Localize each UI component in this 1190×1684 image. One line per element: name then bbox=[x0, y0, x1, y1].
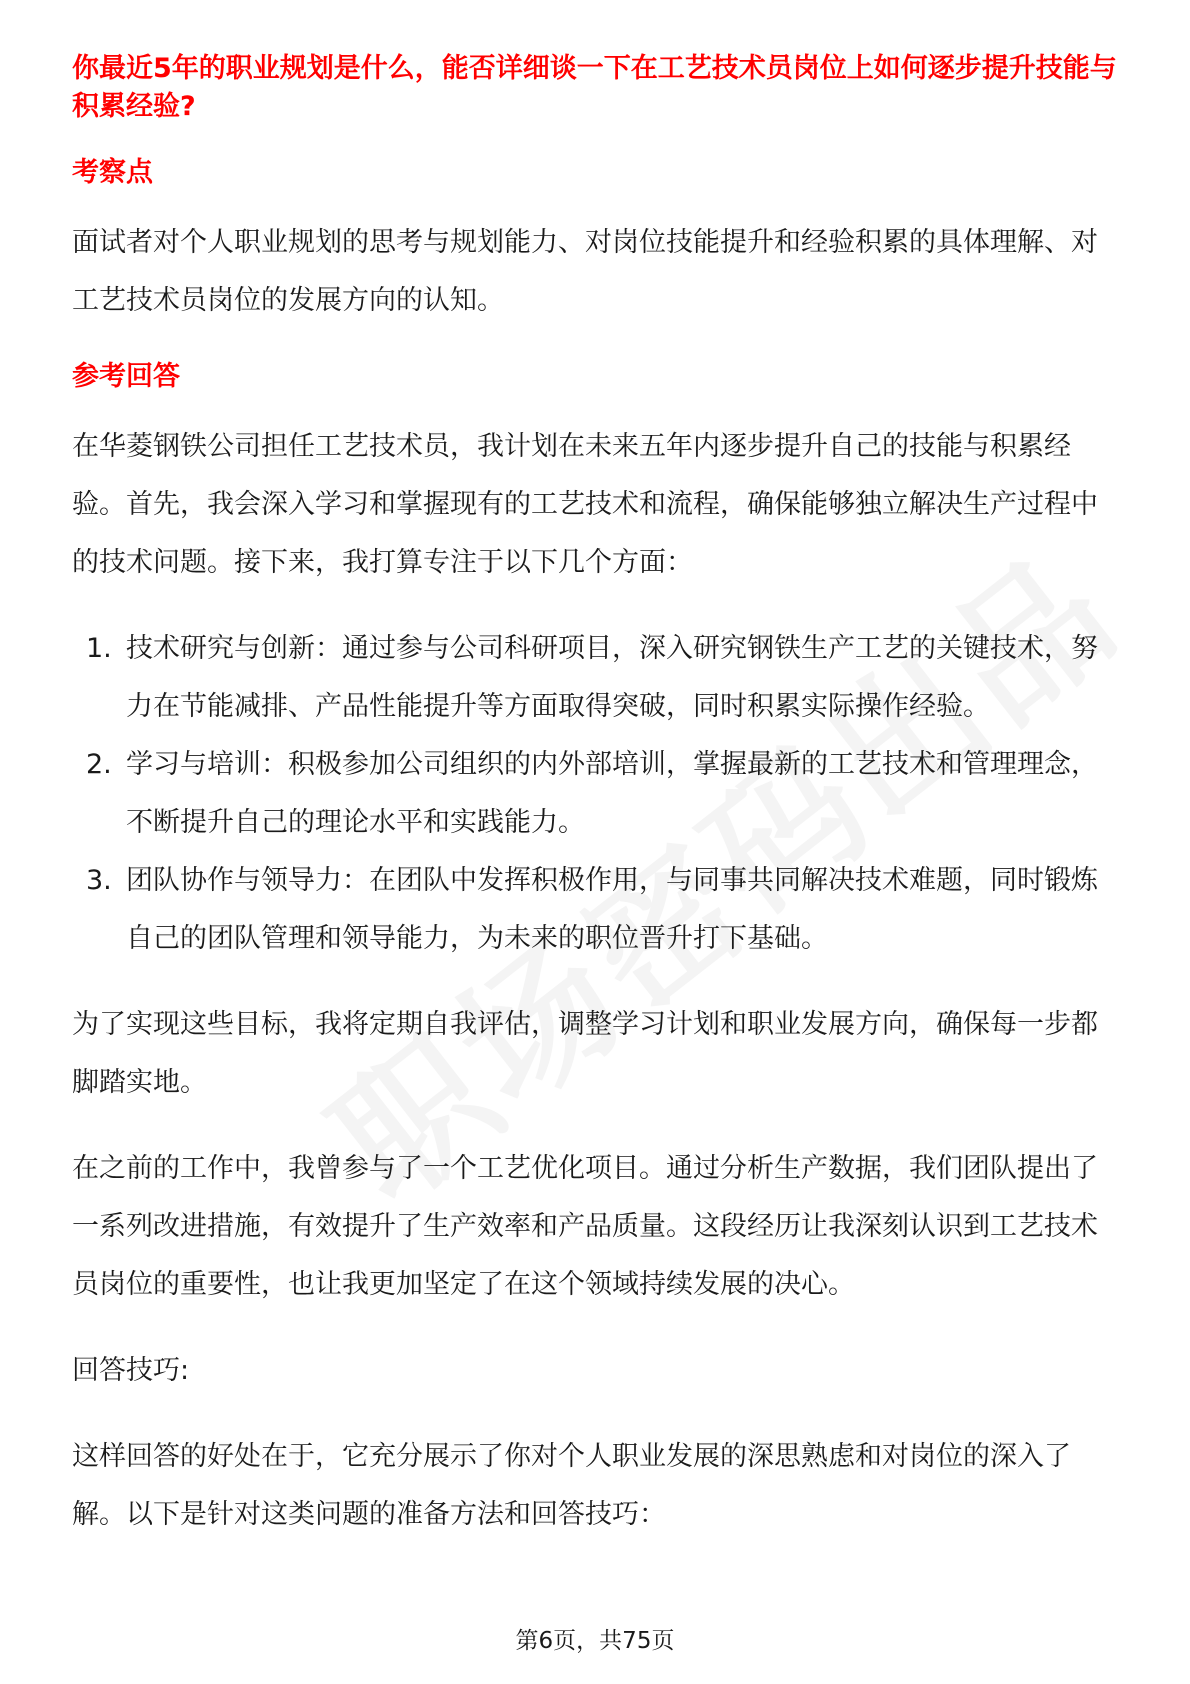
answer-goal: 为了实现这些目标，我将定期自我评估，调整学习计划和职业发展方向，确保每一步都脚踏实地。 bbox=[72, 1009, 1098, 1098]
list-item-text: 学习与培训：积极参加公司组织的内外部培训，掌握最新的工艺技术和管理理念，不断提升自己的理论水平和实践能力。 bbox=[126, 749, 1098, 838]
list-item bbox=[72, 852, 1120, 968]
focus-title: 考察点 bbox=[72, 157, 153, 188]
answer-list bbox=[72, 620, 1120, 968]
page-content bbox=[72, 50, 1120, 1544]
list-item-number: 2. bbox=[86, 749, 112, 780]
list-item-number: 1. bbox=[86, 633, 112, 664]
list-item-number: 3. bbox=[86, 865, 112, 896]
tips-text: 这样回答的好处在于，它充分展示了你对个人职业发展的深思熟虑和对岗位的深入了解。以下是针对这类问题的准备方法和回答技巧： bbox=[72, 1441, 1071, 1530]
tips-title: 回答技巧: bbox=[72, 1355, 190, 1386]
focus-text: 面试者对个人职业规划的思考与规划能力、对岗位技能提升和经验积累的具体理解、对工艺技术员岗位的发展方向的认知。 bbox=[72, 227, 1098, 316]
answer-experience: 在之前的工作中，我曾参与了一个工艺优化项目。通过分析生产数据，我们团队提出了一系列改进措施，有效提升了生产效率和产品质量。这段经历让我深刻认识到工艺技术员岗位的重要性，也让我更加坚定了在这个领域持续发展的决心。 bbox=[72, 1153, 1098, 1300]
list-item-text: 技术研究与创新：通过参与公司科研项目，深入研究钢铁生产工艺的关键技术，努力在节能减排、产品性能提升等方面取得突破，同时积累实际操作经验。 bbox=[126, 633, 1098, 722]
list-item bbox=[72, 736, 1120, 852]
question-heading: 你最近5年的职业规划是什么，能否详细谈一下在工艺技术员岗位上如何逐步提升技能与积累经验? bbox=[72, 53, 1117, 122]
answer-title: 参考回答 bbox=[72, 361, 180, 392]
list-item-text: 团队协作与领导力：在团队中发挥积极作用，与同事共同解决技术难题，同时锻炼自己的团队管理和领导能力，为未来的职位晋升打下基础。 bbox=[126, 865, 1098, 954]
answer-intro: 在华菱钢铁公司担任工艺技术员，我计划在未来五年内逐步提升自己的技能与积累经验。首先，我会深入学习和掌握现有的工艺技术和流程，确保能够独立解决生产过程中的技术问题。接下来，我打算专注于以下几个方面： bbox=[72, 431, 1098, 578]
list-item bbox=[72, 620, 1120, 736]
page-number: 第6页，共75页 bbox=[515, 1628, 675, 1654]
